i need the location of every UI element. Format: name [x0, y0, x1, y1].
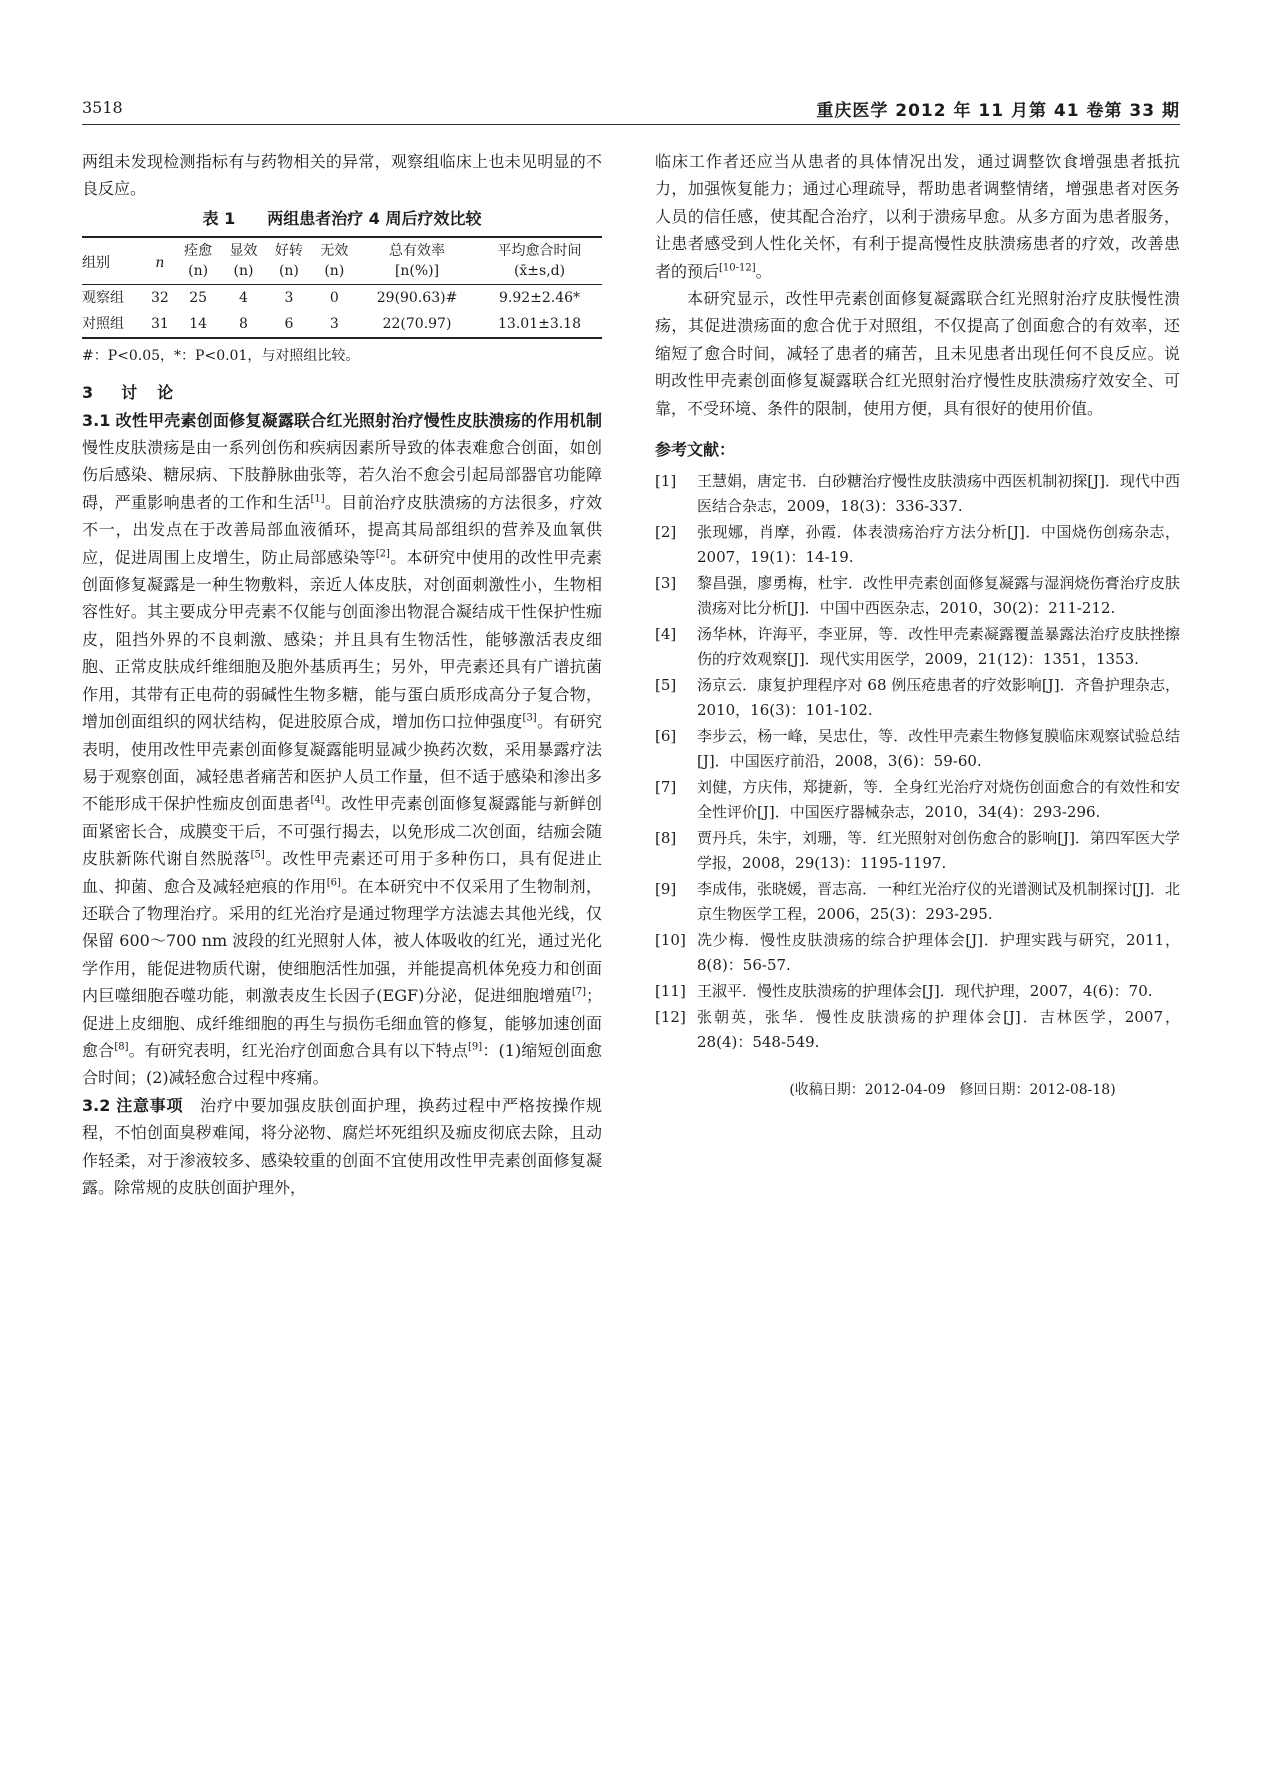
reference-text: 王慧娟，唐定书．白砂糖治疗慢性皮肤溃疡中西医机制初探[J]．现代中西医结合杂志，2009，18(3)：336-337. [697, 472, 1180, 516]
reference-text: 王淑平．慢性皮肤溃疡的护理体会[J]．现代护理，2007，4(6)：70. [697, 982, 1153, 1001]
table-cell: 3 [329, 316, 339, 333]
citation: [10-12] [719, 262, 756, 274]
table-cell: 25 [189, 290, 208, 307]
citation: [1] [310, 493, 325, 505]
table-cell: 29(90.63)# [376, 290, 458, 307]
header-marked: 显效 [229, 243, 258, 260]
subsection-title: 改性甲壳素创面修复凝露联合红光照射治疗慢性皮肤溃疡的作用机制 [115, 410, 602, 430]
journal-issue: 重庆医学 2012 年 11 月第 41 卷第 33 期 [816, 101, 1180, 121]
left-column [82, 148, 602, 1201]
citation: [4] [310, 794, 325, 806]
table-row [82, 285, 602, 312]
reference-text: 冼少梅．慢性皮肤溃疡的综合护理体会[J]．护理实践与研究，2011，8(8)：56-57. [697, 931, 1180, 975]
table-cell: 13.01±3.18 [498, 316, 581, 333]
table-cell: 6 [284, 316, 294, 333]
header-improved: 好转 [274, 243, 303, 260]
reference-text: 汤京云．康复护理程序对 68 例压疮患者的疗效影响[J]．齐鲁护理杂志，2010，16(3)：101-102. [697, 676, 1180, 720]
table-cell: 8 [239, 316, 248, 333]
table-cell: 31 [151, 316, 169, 333]
header-unit: (n) [278, 263, 299, 280]
reference-number: [11] [655, 982, 686, 1001]
reference-item [655, 1005, 1180, 1055]
header-total-rate: 总有效率 [389, 243, 446, 260]
reference-list [655, 469, 1180, 1055]
citation: [9] [468, 1041, 483, 1053]
reference-item [655, 622, 1180, 672]
table-caption [82, 205, 602, 232]
received-dates: (收稿日期：2012-04-09 修回日期：2012-08-18) [789, 1082, 1116, 1099]
discussion-continuation: 临床工作者还应当从患者的具体情况出发，通过调整饮食增强患者抵抗力，加强恢复能力；通过心理疏导，帮助患者调整情绪，增强患者对医务人员的信任感，使其配合治疗，以利于溃疡早愈。从多方面为患者服务，让患者感受到人性化关怀，有利于提高慢性皮肤溃疡患者的疗效，改善患者的预后[10-12]。 [655, 152, 1180, 281]
running-header [82, 96, 1180, 125]
table-row [82, 311, 602, 338]
header-unit: (n) [188, 263, 209, 280]
reference-number: [2] [655, 523, 677, 542]
reference-item [655, 826, 1180, 876]
reference-item [655, 469, 1180, 519]
header-ineffective: 无效 [320, 243, 349, 260]
subsection-title: 注意事项 [116, 1095, 184, 1115]
reference-number: [1] [655, 472, 677, 491]
citation: [7] [571, 986, 586, 998]
citation: [5] [250, 849, 265, 861]
reference-text: 刘健，方庆伟，郑捷新，等．全身红光治疗对烧伤创面愈合的有效性和安全性评价[J]．中国医疗器械杂志，2010，34(4)：293-296. [697, 778, 1180, 822]
header-healing-time: 平均愈合时间 [497, 243, 582, 260]
reference-number: [9] [655, 880, 677, 899]
reference-text: 张朝英，张华．慢性皮肤溃疡的护理体会[J]．吉林医学，2007，28(4)：548-549. [697, 1008, 1180, 1052]
table-note: #：P<0.05，*：P<0.01，与对照组比较。 [82, 348, 360, 365]
reference-number: [4] [655, 625, 677, 644]
reference-item [655, 928, 1180, 978]
header-n: n [155, 254, 165, 271]
references-heading: 参考文献： [655, 440, 736, 460]
header-group: 组别 [82, 254, 110, 271]
table-title: 两组患者治疗 4 周后疗效比较 [267, 208, 482, 228]
citation: [2] [375, 548, 390, 560]
reference-text: 贾丹兵，朱宇，刘珊，等．红光照射对创伤愈合的影响[J]．第四军医大学学报，2008，29(13)：1195-1197. [697, 829, 1180, 873]
reference-item [655, 775, 1180, 825]
reference-number: [8] [655, 829, 677, 848]
table-cell: 14 [189, 316, 208, 333]
subsection-number: 3.2 [82, 1095, 111, 1115]
table-cell: 9.92±2.46* [498, 290, 581, 307]
table-cell: 4 [239, 290, 248, 307]
table-cell: 3 [284, 290, 294, 307]
reference-number: [10] [655, 931, 686, 950]
reference-item [655, 571, 1180, 621]
section-3-1: 3.1 改性甲壳素创面修复凝露联合红光照射治疗慢性皮肤溃疡的作用机制 慢性皮肤溃疡是由一系列创伤和疾病因素所导致的体表难愈合创面，如创伤后感染、糖尿病、下肢静脉曲张等，若久治不愈会引起局部器官功能障碍，严重影响患者的工作和生活[1]。目前治疗皮肤溃疡的方法很多，疗效不一，出发点在于改善局部血液循环，提高其局部组织的营养及血氧供应，促进周围上皮增生，防止局部感染等[2]。本研究中使用的改性甲壳素创面修复凝露是一种生物敷料，亲近人体皮肤，对创面刺激性小，生物相容性好。其主要成分甲壳素不仅能与创面渗出物混合凝结成干性保护性痂皮，阻挡外界的不良刺激、感染；并且具有生物活性，能够激活表皮细胞、正常皮肤成纤维细胞及胞外基质再生；另外，甲壳素还具有广谱抗菌作用，其带有正电荷的弱碱性生物多糖，能与蛋白质形成高分子复合物，增加创面组织的网状结构，促进胶原合成，增加伤口拉伸强度[3]。有研究表明，使用改性甲壳素创面修复凝露能明显减少换药次数，采用暴露疗法易于观察创面，减轻患者痛苦和医护人员工作量，但不适于感染和渗出多不能形成干保护性痂皮创面患者[4]。改性甲壳素创面修复凝露能与新鲜创面紧密长合，成膜变干后，不可强行揭去，以免形成二次创面，结痂会随皮肤新陈代谢自然脱落[5]。改性甲壳素还可用于多种伤口，具有促进止血、抑菌、愈合及减轻疤痕的作用[6]。在本研究中不仅采用了生物制剂，还联合了物理治疗。采用的红光治疗是通过物理学方法滤去其他光线，仅保留 600～700 nm 波段的红光照射人体，被人体吸收的红光，通过光化学作用，能促进物质代谢，使细胞活性加强，并能提高机体免疫力和创面内巨噬细胞吞噬功能，刺激表皮生长因子(EGF)分泌，促进细胞增殖[7]；促进上皮细胞、成纤维细胞的再生与损伤毛细血管的修复，能够加速创面愈合[8]。有研究表明，红光治疗创面愈合具有以下特点[9]：(1)缩短创面愈合时间；(2)减轻愈合过程中疼痛。 [82, 410, 602, 1088]
table-cell: 观察组 [82, 290, 124, 307]
subsection-number: 3.1 [82, 410, 111, 430]
citation: [8] [114, 1041, 129, 1053]
reference-item [655, 877, 1180, 927]
section-heading: 3 讨 论 [82, 383, 176, 403]
reference-number: [6] [655, 727, 677, 746]
reference-number: [3] [655, 574, 677, 593]
header-unit: (x̄±s,d) [513, 263, 566, 280]
right-column [655, 148, 1180, 1105]
citation: [3] [522, 712, 537, 724]
reference-item [655, 724, 1180, 774]
reference-number: [5] [655, 676, 677, 695]
citation: [6] [326, 877, 341, 889]
reference-text: 李成伟，张晓媛，晋志高．一种红光治疗仪的光谱测试及机制探讨[J]．北京生物医学工程，2006，25(3)：293-295. [697, 880, 1180, 924]
reference-item [655, 979, 1180, 1004]
reference-text: 李步云，杨一峰，吴忠仕，等．改性甲壳素生物修复膜临床观察试验总结[J]．中国医疗前沿，2008，3(6)：59-60. [697, 727, 1180, 771]
reference-text: 张现娜，肖摩，孙霞．体表溃疡治疗方法分析[J]．中国烧伤创疡杂志，2007，19(1)：14-19. [697, 523, 1180, 567]
header-cured: 痊愈 [184, 243, 213, 260]
section-3-2: 3.2 注意事项 治疗中要加强皮肤创面护理，换药过程中严格按操作规程，不怕创面臭秽难闻，将分泌物、腐烂坏死组织及痂皮彻底去除，且动作轻柔，对于渗液较多、感染较重的创面不宜使用改性甲壳素创面修复凝露。除常规的皮肤创面护理外， [82, 1095, 602, 1197]
reference-text: 黎昌强，廖勇梅，杜宇．改性甲壳素创面修复凝露与湿润烧伤膏治疗皮肤溃疡对比分析[J]．中国中西医杂志，2010，30(2)：211-212. [697, 574, 1180, 618]
header-unit: (n) [233, 263, 254, 280]
results-continuation: 两组未发现检测指标有与药物相关的异常，观察组临床上也未见明显的不良反应。 [82, 152, 602, 199]
reference-text: 汤华林，许海平，李亚屏，等．改性甲壳素凝露覆盖暴露法治疗皮肤挫擦伤的疗效观察[J]．现代实用医学，2009，21(12)：1351，1353. [697, 625, 1180, 669]
reference-number: [12] [655, 1008, 686, 1027]
conclusion-paragraph: 本研究显示，改性甲壳素创面修复凝露联合红光照射治疗皮肤慢性溃疡，其促进溃疡面的愈合优于对照组，不仅提高了创面愈合的有效率，还缩短了愈合时间，减轻了患者的痛苦，且未见患者出现任何不良反应。说明改性甲壳素创面修复凝露联合红光照射治疗慢性皮肤溃疡疗效安全、可靠，不受环境、条件的限制，使用方便，具有很好的使用价值。 [655, 289, 1180, 418]
table-cell: 32 [151, 290, 169, 307]
header-unit: (n) [324, 263, 345, 280]
header-unit: [n(%)] [394, 263, 440, 280]
table-cell: 22(70.97) [382, 316, 452, 333]
table-cell: 0 [329, 290, 339, 307]
table-number: 表 1 [202, 208, 236, 228]
reference-item [655, 673, 1180, 723]
reference-item [655, 520, 1180, 570]
table-cell: 对照组 [82, 316, 124, 333]
reference-number: [7] [655, 778, 677, 797]
page-number: 3518 [82, 98, 123, 117]
efficacy-table [82, 236, 602, 339]
